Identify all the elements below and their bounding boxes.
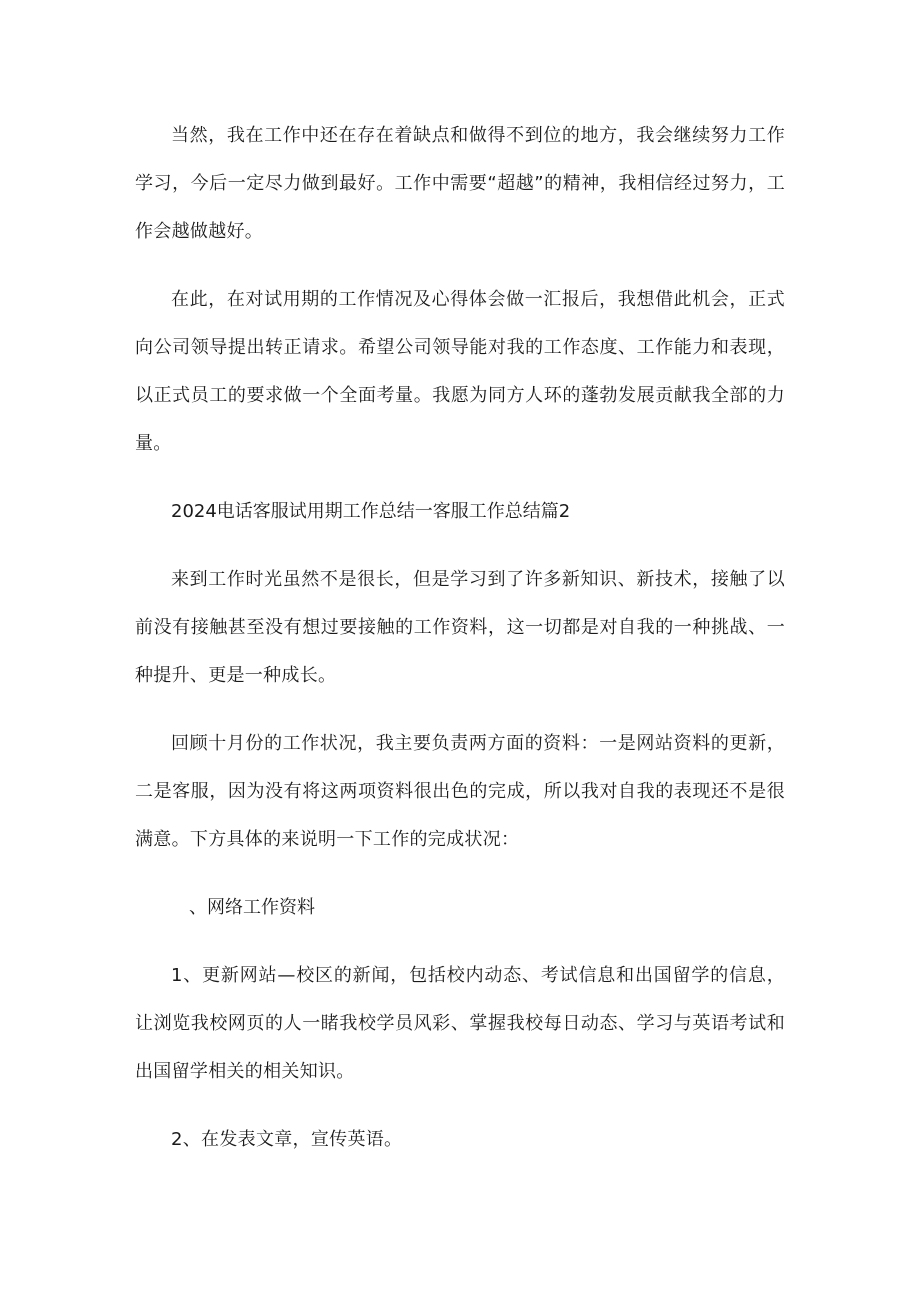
paragraph-3: 来到工作时光虽然不是很长，但是学习到了许多新知识、新技术，接触了以前没有接触甚至没有想过要接触的工作资料，这一切都是对自我的一种挑战、一种提升、更是一种成长。 [135, 569, 785, 686]
paragraph-1: 当然，我在工作中还在存在着缺点和做得不到位的地方，我会继续努力工作学习，今后一定尽力做到最好。工作中需要“超越”的精神，我相信经过努力，工作会越做越好。 [135, 125, 785, 242]
paragraph-2: 在此，在对试用期的工作情况及心得体会做一汇报后，我想借此机会，正式向公司领导提出转正请求。希望公司领导能对我的工作态度、工作能力和表现，以正式员工的要求做一个全面考量。我愿为同方人环的蓬勃发展贡献我全部的力量。 [135, 289, 785, 454]
document-body [135, 112, 785, 1164]
sub-heading: 、网络工作资料 [189, 897, 315, 918]
paragraph-4: 回顾十月份的工作状况，我主要负责两方面的资料：一是网站资料的更新，二是客服，因为没有将这两项资料很出色的完成，所以我对自我的表现还不是很满意。下方具体的来说明一下工作的完成状况： [135, 733, 785, 850]
paragraph-6: 2、在发表文章，宣传英语。 [171, 1129, 403, 1150]
section-heading: 2024电话客服试用期工作总结一客服工作总结篇2 [171, 501, 571, 522]
paragraph-5: 1、更新网站—校区的新闻，包括校内动态、考试信息和出国留学的信息，让浏览我校网页的人一睹我校学员风彩、掌握我校每日动态、学习与英语考试和出国留学相关的相关知识。 [135, 965, 785, 1082]
